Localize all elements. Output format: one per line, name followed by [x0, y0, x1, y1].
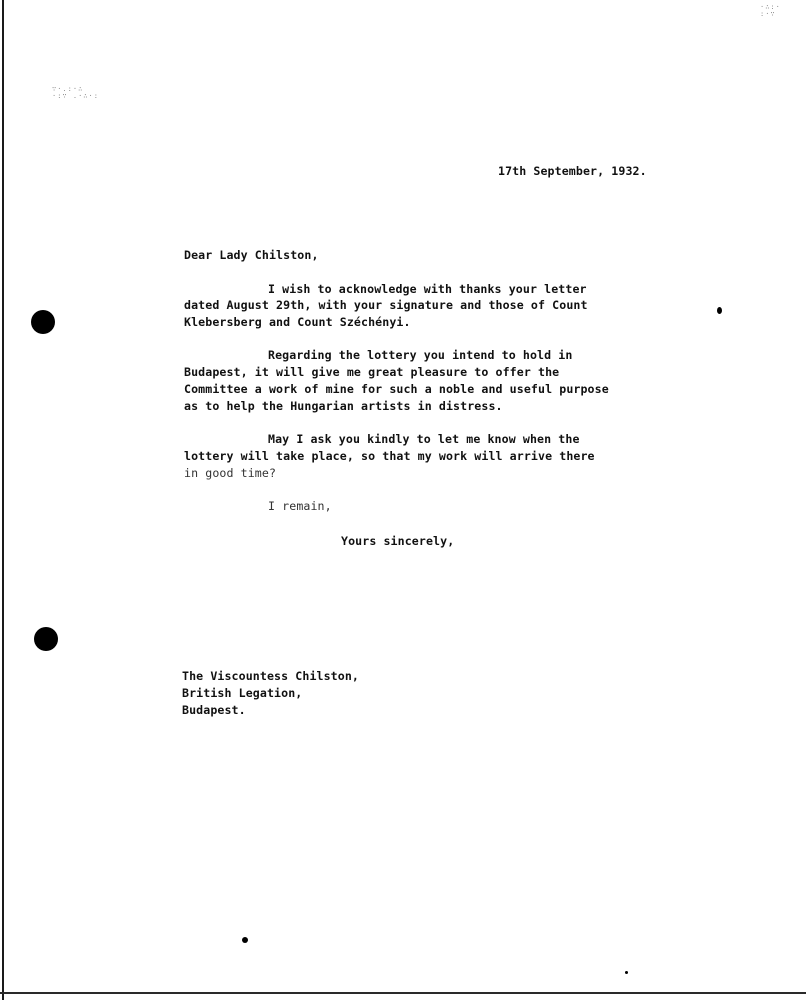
address-line2: British Legation, [182, 686, 303, 700]
scan-noise-top-right: ·∴:· :·∵ [760, 3, 781, 18]
para3-line2: lottery will take place, so that my work will arrive there [184, 449, 595, 463]
letter-date: 17th September, 1932. [498, 164, 647, 178]
punch-hole-upper [31, 310, 55, 334]
scan-noise-top-left: ∵·.:·∴ ·:∵ .·∴·: [52, 85, 99, 100]
para1-line2: dated August 29th, with your signature and those of Count [184, 298, 588, 312]
para1-line1: I wish to acknowledge with thanks your letter [268, 282, 587, 296]
para1-line3: Klebersberg and Count Széchényi. [184, 315, 411, 329]
salutation: Dear Lady Chilston, [184, 248, 319, 262]
para2-line3: Committee a work of mine for such a noble and useful purpose [184, 382, 609, 396]
para2-line2: Budapest, it will give me great pleasure to offer the [184, 365, 560, 379]
closing-line: Yours sincerely, [341, 534, 455, 548]
address-line3: Budapest. [182, 703, 246, 717]
page-edge-left [2, 0, 4, 1000]
address-line1: The Viscountess Chilston, [182, 669, 360, 683]
punch-hole-lower [34, 627, 58, 651]
ink-speck-right [717, 307, 722, 314]
para2-line1: Regarding the lottery you intend to hold in [268, 348, 573, 362]
page-edge-bottom [0, 992, 806, 994]
remain-line: I remain, [268, 499, 332, 513]
ink-speck-bottom [242, 937, 248, 943]
para2-line4: as to help the Hungarian artists in distress. [184, 399, 503, 413]
para3-line1: May I ask you kindly to let me know when the [268, 432, 580, 446]
para3-line3: in good time? [184, 466, 277, 480]
ink-speck-bottom-right [625, 971, 628, 974]
